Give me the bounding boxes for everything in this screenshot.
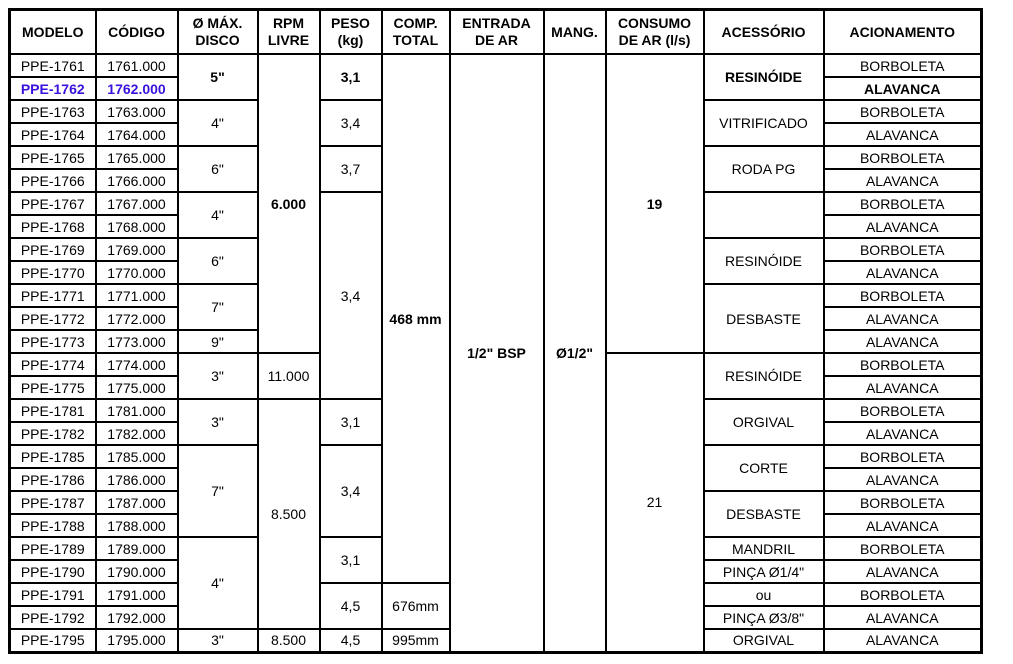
cell-codigo: 1774.000 — [96, 353, 178, 376]
cell-peso: 3,4 — [320, 100, 382, 146]
column-header-entrada: ENTRADA DE AR — [450, 10, 544, 55]
column-header-acionamento: ACIONAMENTO — [824, 10, 982, 55]
cell-modelo: PPE-1773 — [10, 330, 96, 353]
cell-acessorio: RODA PG — [704, 146, 824, 192]
cell-rpm: 11.000 — [258, 353, 320, 399]
cell-codigo: 1785.000 — [96, 445, 178, 468]
cell-modelo: PPE-1795 — [10, 629, 96, 652]
cell-acessorio: ou — [704, 583, 824, 606]
cell-disco: 3" — [178, 629, 258, 652]
cell-peso: 3,1 — [320, 54, 382, 100]
cell-modelo: PPE-1789 — [10, 537, 96, 560]
column-header-disco: Ø MÁX. DISCO — [178, 10, 258, 55]
cell-modelo: PPE-1775 — [10, 376, 96, 399]
cell-disco: 5" — [178, 54, 258, 100]
cell-disco: 3" — [178, 399, 258, 445]
cell-codigo: 1788.000 — [96, 514, 178, 537]
column-header-codigo: CÓDIGO — [96, 10, 178, 55]
cell-codigo: 1771.000 — [96, 284, 178, 307]
cell-codigo: 1782.000 — [96, 422, 178, 445]
cell-acionamento: ALAVANCA — [824, 123, 982, 146]
cell-modelo: PPE-1761 — [10, 54, 96, 77]
cell-acionamento: ALAVANCA — [824, 514, 982, 537]
cell-acionamento: ALAVANCA — [824, 629, 982, 652]
cell-disco: 7" — [178, 445, 258, 537]
cell-peso: 3,4 — [320, 192, 382, 399]
cell-disco: 3" — [178, 353, 258, 399]
cell-acionamento: ALAVANCA — [824, 169, 982, 192]
cell-codigo: 1789.000 — [96, 537, 178, 560]
cell-acessorio: ORGIVAL — [704, 399, 824, 445]
cell-modelo: PPE-1791 — [10, 583, 96, 606]
cell-rpm: 8.500 — [258, 629, 320, 652]
cell-peso: 4,5 — [320, 583, 382, 629]
cell-modelo: PPE-1762 — [10, 77, 96, 100]
cell-consumo: 19 — [606, 54, 704, 353]
cell-codigo: 1792.000 — [96, 606, 178, 629]
cell-comp: 995mm — [382, 629, 450, 652]
cell-acionamento: BORBOLETA — [824, 54, 982, 77]
cell-acionamento: BORBOLETA — [824, 445, 982, 468]
table-header — [10, 10, 982, 55]
column-header-comp: COMP. TOTAL — [382, 10, 450, 55]
cell-codigo: 1795.000 — [96, 629, 178, 652]
cell-acessorio: DESBASTE — [704, 491, 824, 537]
cell-modelo: PPE-1792 — [10, 606, 96, 629]
cell-codigo: 1790.000 — [96, 560, 178, 583]
cell-codigo: 1766.000 — [96, 169, 178, 192]
cell-codigo: 1761.000 — [96, 54, 178, 77]
cell-acessorio: RESINÓIDE — [704, 54, 824, 100]
cell-peso: 3,7 — [320, 146, 382, 192]
cell-disco: 4" — [178, 100, 258, 146]
cell-peso: 3,4 — [320, 445, 382, 537]
cell-acionamento: ALAVANCA — [824, 215, 982, 238]
cell-modelo: PPE-1767 — [10, 192, 96, 215]
column-header-modelo: MODELO — [10, 10, 96, 55]
cell-modelo: PPE-1770 — [10, 261, 96, 284]
cell-codigo: 1786.000 — [96, 468, 178, 491]
cell-acionamento: ALAVANCA — [824, 77, 982, 100]
cell-acionamento: ALAVANCA — [824, 261, 982, 284]
cell-acionamento: ALAVANCA — [824, 376, 982, 399]
cell-acessorio: RESINÓIDE — [704, 238, 824, 284]
cell-modelo: PPE-1765 — [10, 146, 96, 169]
cell-acionamento: BORBOLETA — [824, 146, 982, 169]
cell-codigo: 1768.000 — [96, 215, 178, 238]
cell-consumo: 21 — [606, 353, 704, 652]
cell-acionamento: BORBOLETA — [824, 537, 982, 560]
cell-codigo: 1764.000 — [96, 123, 178, 146]
column-header-mang: MANG. — [544, 10, 606, 55]
cell-acionamento: BORBOLETA — [824, 100, 982, 123]
cell-codigo: 1765.000 — [96, 146, 178, 169]
cell-codigo: 1767.000 — [96, 192, 178, 215]
cell-acionamento: ALAVANCA — [824, 422, 982, 445]
cell-modelo: PPE-1763 — [10, 100, 96, 123]
cell-disco: 6" — [178, 146, 258, 192]
cell-comp: 468 mm — [382, 54, 450, 583]
cell-modelo: PPE-1771 — [10, 284, 96, 307]
header-row — [10, 10, 982, 55]
cell-acionamento: ALAVANCA — [824, 307, 982, 330]
cell-acionamento: ALAVANCA — [824, 330, 982, 353]
cell-acionamento: ALAVANCA — [824, 606, 982, 629]
cell-codigo: 1787.000 — [96, 491, 178, 514]
cell-modelo: PPE-1764 — [10, 123, 96, 146]
cell-acessorio: VITRIFICADO — [704, 100, 824, 146]
cell-disco: 4" — [178, 537, 258, 629]
cell-acionamento: ALAVANCA — [824, 560, 982, 583]
cell-acessorio: ORGIVAL — [704, 629, 824, 652]
table-body — [10, 54, 982, 652]
cell-acionamento: BORBOLETA — [824, 353, 982, 376]
cell-codigo: 1772.000 — [96, 307, 178, 330]
cell-codigo: 1769.000 — [96, 238, 178, 261]
cell-codigo: 1770.000 — [96, 261, 178, 284]
cell-codigo: 1773.000 — [96, 330, 178, 353]
cell-codigo: 1762.000 — [96, 77, 178, 100]
column-header-peso: PESO (kg) — [320, 10, 382, 55]
cell-acessorio — [704, 192, 824, 238]
cell-acionamento: BORBOLETA — [824, 583, 982, 606]
cell-peso: 4,5 — [320, 629, 382, 652]
cell-rpm: 6.000 — [258, 54, 320, 353]
cell-modelo: PPE-1768 — [10, 215, 96, 238]
cell-modelo: PPE-1785 — [10, 445, 96, 468]
cell-acionamento: BORBOLETA — [824, 238, 982, 261]
cell-disco: 6" — [178, 238, 258, 284]
cell-acionamento: BORBOLETA — [824, 284, 982, 307]
cell-acessorio: PINÇA Ø3/8" — [704, 606, 824, 629]
cell-codigo: 1781.000 — [96, 399, 178, 422]
cell-modelo: PPE-1787 — [10, 491, 96, 514]
cell-disco: 7" — [178, 284, 258, 330]
cell-disco: 9" — [178, 330, 258, 353]
cell-acessorio: CORTE — [704, 445, 824, 491]
cell-mang: Ø1/2" — [544, 54, 606, 652]
cell-acionamento: BORBOLETA — [824, 192, 982, 215]
cell-modelo: PPE-1790 — [10, 560, 96, 583]
cell-modelo: PPE-1772 — [10, 307, 96, 330]
table-row — [10, 54, 982, 77]
cell-comp: 676mm — [382, 583, 450, 629]
cell-modelo: PPE-1766 — [10, 169, 96, 192]
cell-rpm: 8.500 — [258, 399, 320, 629]
cell-modelo: PPE-1788 — [10, 514, 96, 537]
cell-modelo: PPE-1781 — [10, 399, 96, 422]
cell-peso: 3,1 — [320, 399, 382, 445]
cell-codigo: 1775.000 — [96, 376, 178, 399]
cell-modelo: PPE-1786 — [10, 468, 96, 491]
cell-acessorio: DESBASTE — [704, 284, 824, 353]
product-spec-table — [8, 8, 983, 654]
cell-peso: 3,1 — [320, 537, 382, 583]
cell-modelo: PPE-1782 — [10, 422, 96, 445]
cell-acessorio: MANDRIL — [704, 537, 824, 560]
column-header-consumo: CONSUMO DE AR (l/s) — [606, 10, 704, 55]
cell-entrada: 1/2" BSP — [450, 54, 544, 652]
column-header-rpm: RPM LIVRE — [258, 10, 320, 55]
cell-codigo: 1791.000 — [96, 583, 178, 606]
cell-acessorio: RESINÓIDE — [704, 353, 824, 399]
cell-acessorio: PINÇA Ø1/4" — [704, 560, 824, 583]
cell-codigo: 1763.000 — [96, 100, 178, 123]
cell-acionamento: BORBOLETA — [824, 491, 982, 514]
cell-acionamento: BORBOLETA — [824, 399, 982, 422]
cell-modelo: PPE-1774 — [10, 353, 96, 376]
column-header-acessorio: ACESSÓRIO — [704, 10, 824, 55]
cell-modelo: PPE-1769 — [10, 238, 96, 261]
cell-disco: 4" — [178, 192, 258, 238]
cell-acionamento: ALAVANCA — [824, 468, 982, 491]
